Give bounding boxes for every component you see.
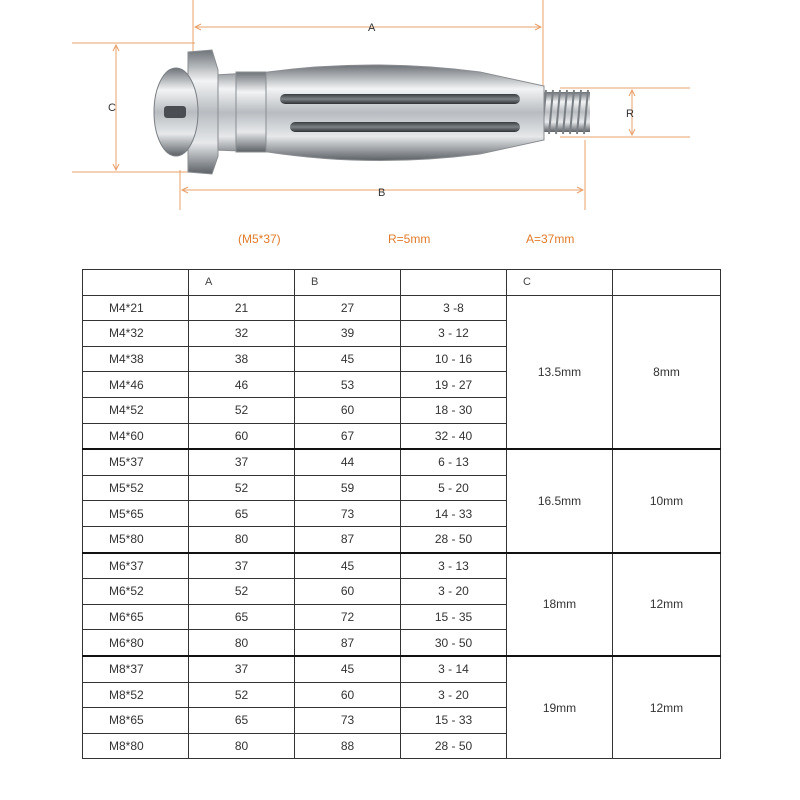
header-d: [613, 270, 721, 296]
d-value-cell: 12mm: [613, 553, 721, 656]
d-value-cell: 8mm: [613, 295, 721, 449]
table-header-row: [83, 270, 721, 296]
c-value-cell: 13.5mm: [507, 295, 613, 449]
model-cell: M5*80: [83, 526, 189, 552]
table-row: [83, 656, 721, 682]
c-value-cell: 19mm: [507, 656, 613, 759]
range-cell: 30 - 50: [401, 630, 507, 656]
model-cell: M5*52: [83, 475, 189, 501]
model-cell: M8*80: [83, 733, 189, 759]
model-cell: M8*37: [83, 656, 189, 682]
b-cell: 60: [295, 579, 401, 605]
header-b: B: [295, 270, 401, 296]
range-cell: 28 - 50: [401, 526, 507, 552]
dim-r-label: R: [626, 108, 634, 120]
range-cell: 3 - 13: [401, 553, 507, 579]
range-cell: 32 - 40: [401, 423, 507, 449]
b-cell: 53: [295, 372, 401, 398]
spec-thread-radius: R=5mm: [388, 232, 431, 246]
b-cell: 60: [295, 397, 401, 423]
range-cell: 3 - 14: [401, 656, 507, 682]
range-cell: 6 - 13: [401, 449, 507, 475]
a-cell: 21: [189, 295, 295, 321]
d-value-cell: 10mm: [613, 449, 721, 552]
b-cell: 45: [295, 346, 401, 372]
a-cell: 37: [189, 553, 295, 579]
model-cell: M8*52: [83, 682, 189, 708]
dim-b-label: B: [378, 187, 386, 199]
anchor-bolt-illustration: [154, 50, 590, 174]
a-cell: 37: [189, 656, 295, 682]
dim-a-label: A: [368, 22, 376, 34]
spec-table: [82, 269, 721, 759]
spec-table-body: [83, 270, 721, 759]
model-cell: M4*32: [83, 321, 189, 347]
range-cell: 19 - 27: [401, 372, 507, 398]
a-cell: 65: [189, 708, 295, 734]
table-row: [83, 553, 721, 579]
range-cell: 28 - 50: [401, 733, 507, 759]
range-cell: 15 - 33: [401, 708, 507, 734]
range-cell: 14 - 33: [401, 501, 507, 527]
b-cell: 45: [295, 553, 401, 579]
model-cell: M6*80: [83, 630, 189, 656]
spec-model-size: (M5*37): [238, 232, 281, 246]
model-cell: M4*46: [83, 372, 189, 398]
model-cell: M4*38: [83, 346, 189, 372]
range-cell: 3 - 12: [401, 321, 507, 347]
a-cell: 52: [189, 397, 295, 423]
model-cell: M4*60: [83, 423, 189, 449]
a-cell: 80: [189, 630, 295, 656]
b-cell: 44: [295, 449, 401, 475]
b-cell: 67: [295, 423, 401, 449]
model-cell: M6*37: [83, 553, 189, 579]
b-cell: 59: [295, 475, 401, 501]
model-cell: M5*65: [83, 501, 189, 527]
b-cell: 27: [295, 295, 401, 321]
range-cell: 10 - 16: [401, 346, 507, 372]
b-cell: 45: [295, 656, 401, 682]
a-cell: 65: [189, 501, 295, 527]
range-cell: 18 - 30: [401, 397, 507, 423]
b-cell: 87: [295, 526, 401, 552]
a-cell: 46: [189, 372, 295, 398]
a-cell: 80: [189, 733, 295, 759]
header-model: [83, 270, 189, 296]
sleeve-band: [236, 72, 266, 152]
a-cell: 32: [189, 321, 295, 347]
header-c: C: [507, 270, 613, 296]
c-value-cell: 16.5mm: [507, 449, 613, 552]
dim-c-label: C: [108, 102, 116, 114]
b-cell: 87: [295, 630, 401, 656]
b-cell: 60: [295, 682, 401, 708]
model-cell: M4*52: [83, 397, 189, 423]
range-cell: 3 - 20: [401, 682, 507, 708]
model-cell: M8*65: [83, 708, 189, 734]
table-row: [83, 449, 721, 475]
header-range: [401, 270, 507, 296]
range-cell: 5 - 20: [401, 475, 507, 501]
model-cell: M6*52: [83, 579, 189, 605]
d-value-cell: 12mm: [613, 656, 721, 759]
range-cell: 3 - 20: [401, 579, 507, 605]
c-value-cell: 18mm: [507, 553, 613, 656]
b-cell: 39: [295, 321, 401, 347]
spec-length-a: A=37mm: [526, 232, 575, 246]
model-cell: M6*65: [83, 604, 189, 630]
b-cell: 73: [295, 708, 401, 734]
a-cell: 60: [189, 423, 295, 449]
a-cell: 52: [189, 682, 295, 708]
b-cell: 88: [295, 733, 401, 759]
range-cell: 3 -8: [401, 295, 507, 321]
a-cell: 65: [189, 604, 295, 630]
model-cell: M5*37: [83, 449, 189, 475]
model-cell: M4*21: [83, 295, 189, 321]
range-cell: 15 - 35: [401, 604, 507, 630]
b-cell: 72: [295, 604, 401, 630]
screw-slot: [164, 106, 186, 118]
a-cell: 37: [189, 449, 295, 475]
a-cell: 38: [189, 346, 295, 372]
header-a: A: [189, 270, 295, 296]
a-cell: 52: [189, 579, 295, 605]
table-row: [83, 295, 721, 321]
a-cell: 52: [189, 475, 295, 501]
b-cell: 73: [295, 501, 401, 527]
a-cell: 80: [189, 526, 295, 552]
anchor-diagram: [0, 0, 800, 260]
